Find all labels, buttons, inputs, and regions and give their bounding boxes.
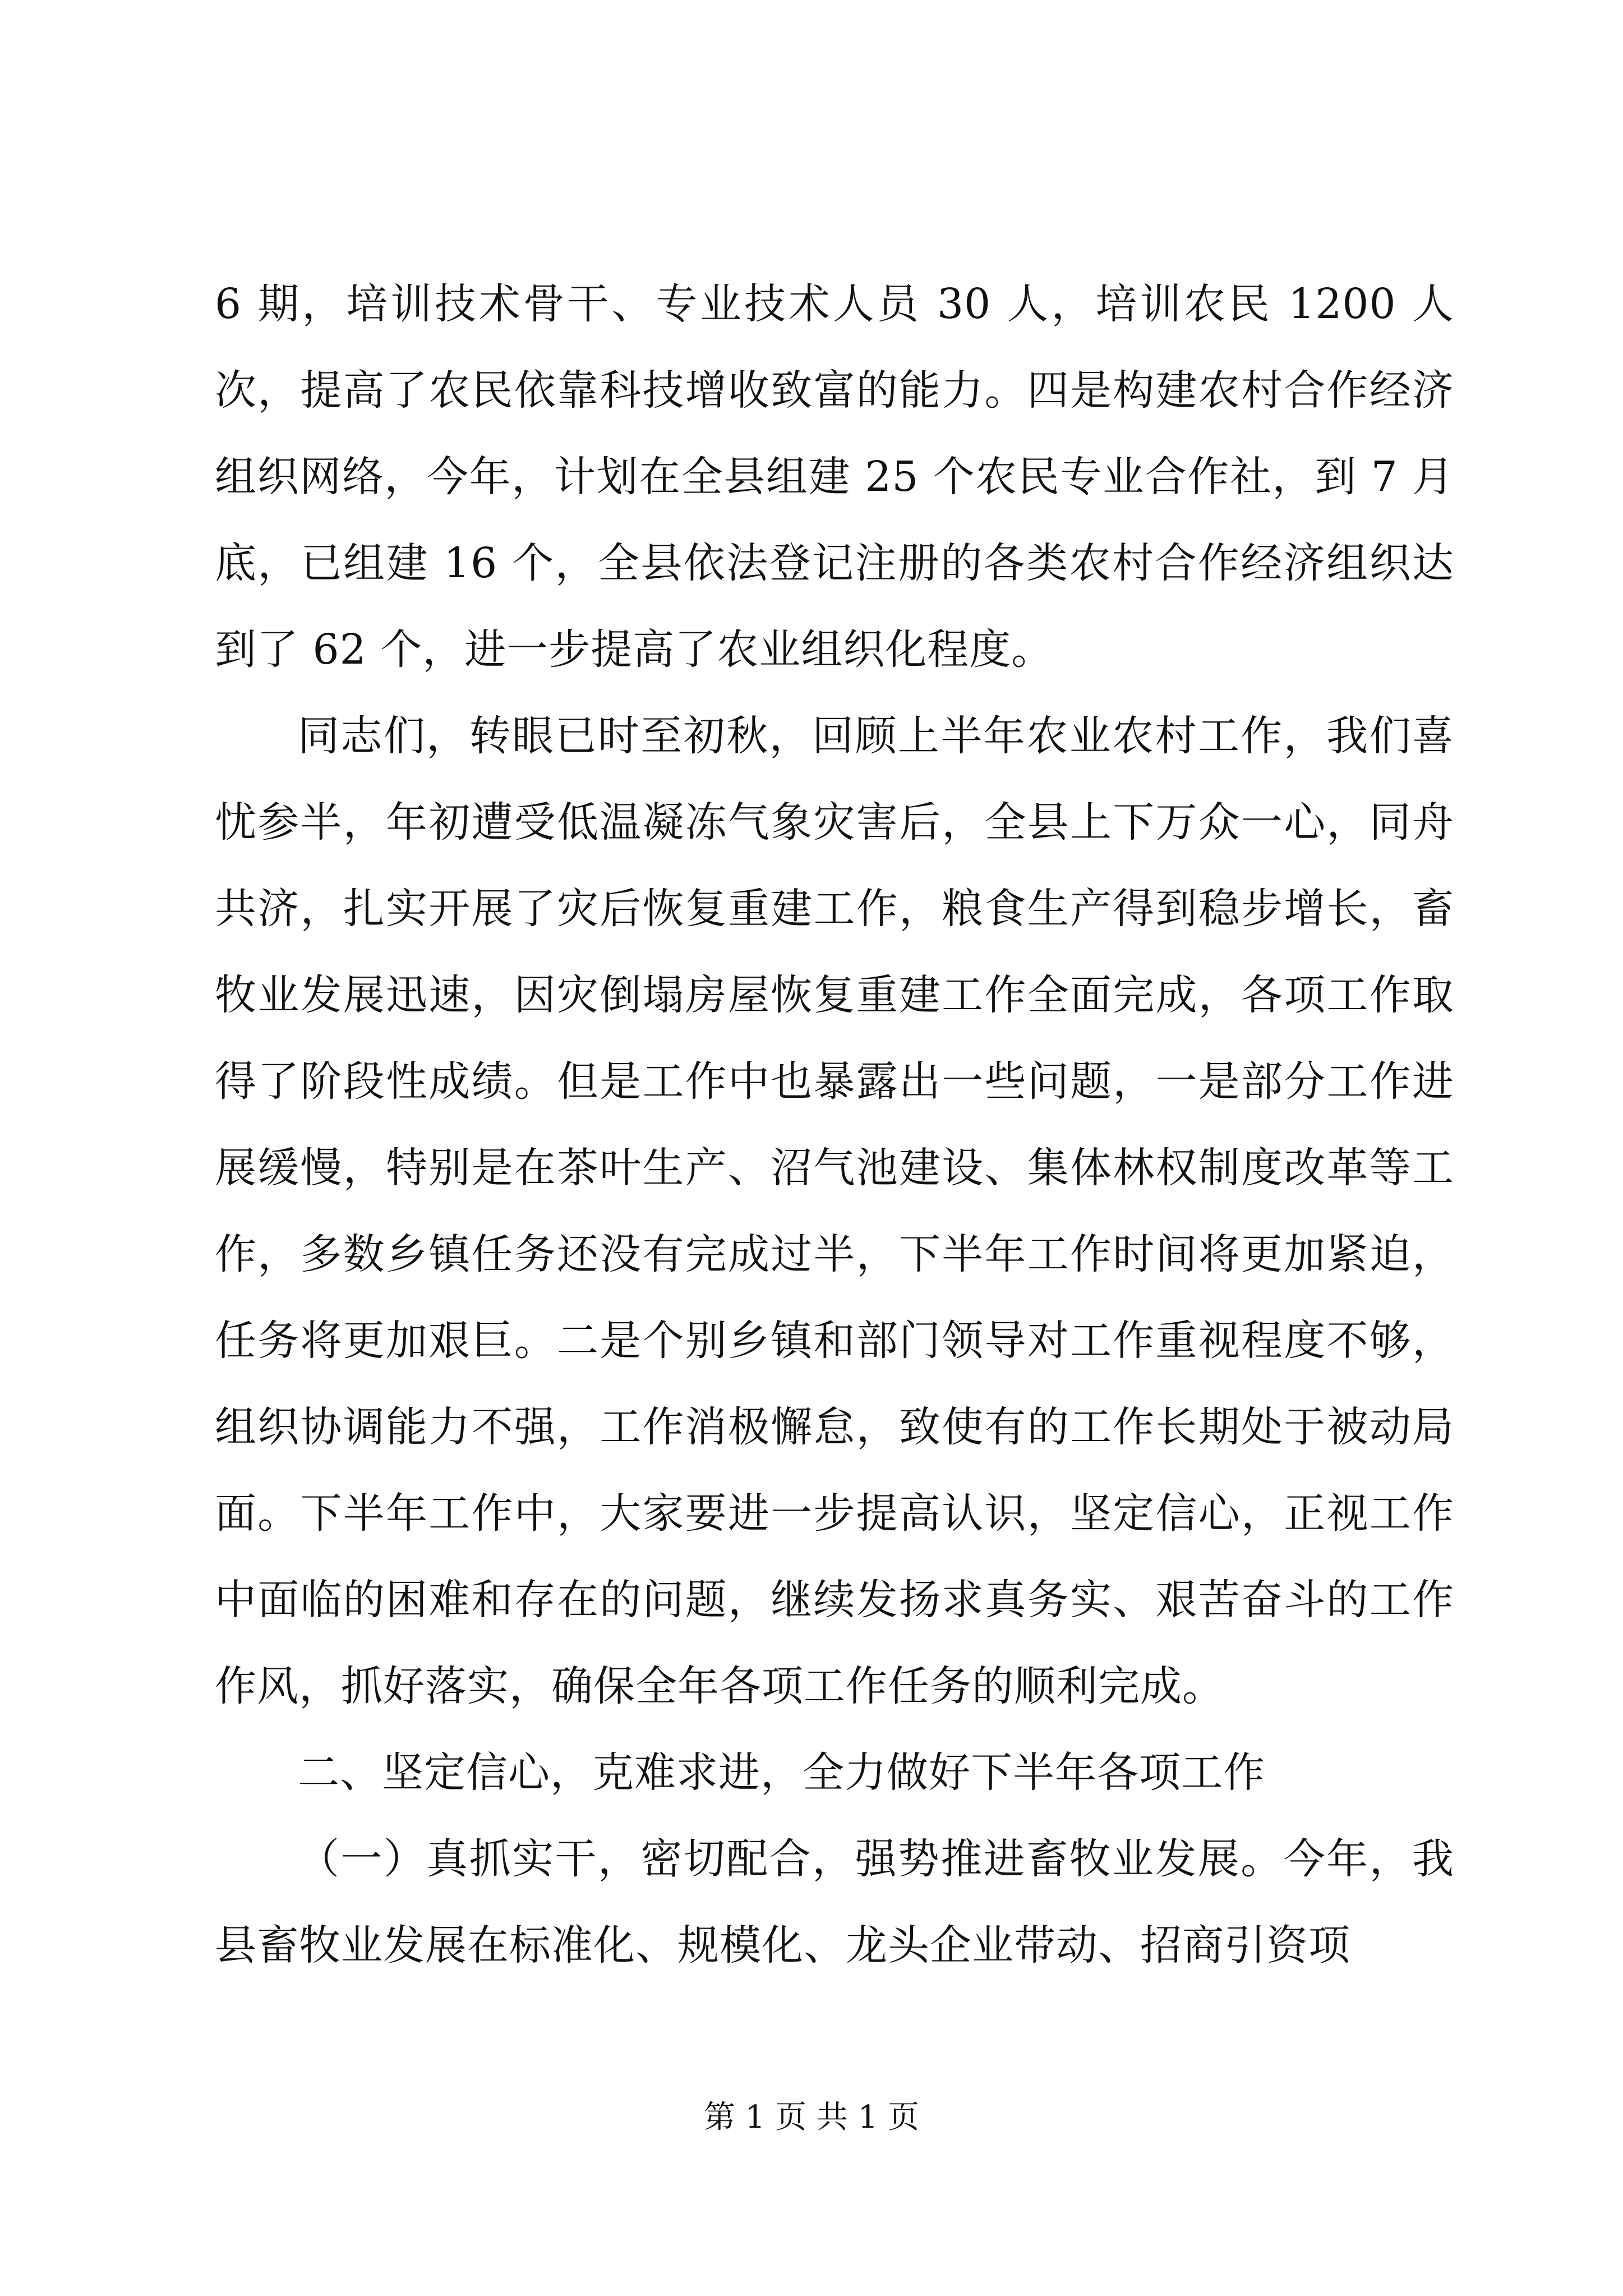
paragraph-training-cooperatives: 6 期，培训技术骨干、专业技术人员 30 人，培训农民 1200 人次，提高了农民依靠科技增收致富的能力。四是构建农村合作经济组织网络，今年，计划在全县组建 25 个农民专业合作社，到 7 月底，已组建 16 个，全县依法登记注册的各类农村合作经济组织达到了 62 个，进一步提高了农业组织化程度。 <box>215 280 1454 674</box>
document-body <box>215 261 1454 1989</box>
page-footer: 第 1 页 共 1 页 <box>703 2099 920 2136</box>
paragraph-half-year-review: 同志们，转眼已时至初秋，回顾上半年农业农村工作，我们喜忧参半，年初遭受低温凝冻气象灾害后，全县上下万众一心，同舟共济，扎实开展了灾后恢复重建工作，粮食生产得到稳步增长，畜牧业发展迅速，因灾倒塌房屋恢复重建工作全面完成，各项工作取得了阶段性成绩。但是工作中也暴露出一些问题，一是部分工作进展缓慢，特别是在茶叶生产、沼气池建设、集体林权制度改革等工作，多数乡镇任务还没有完成过半，下半年工作时间将更加紧迫，任务将更加艰巨。二是个别乡镇和部门领导对工作重视程度不够，组织协调能力不强，工作消极懈怠，致使有的工作长期处于被动局面。下半年工作中，大家要进一步提高认识，坚定信心，正视工作中面临的困难和存在的问题，继续发扬求真务实、艰苦奋斗的工作作风，抓好落实，确保全年各项工作任务的顺利完成。 <box>215 712 1454 1710</box>
section-heading-two: 二、坚定信心，克难求进，全力做好下半年各项工作 <box>298 1749 1265 1797</box>
paragraph-livestock-development: （一）真抓实干，密切配合，强势推进畜牧业发展。今年，我县畜牧业发展在标准化、规模化、龙头企业带动、招商引资项 <box>215 1835 1454 1970</box>
